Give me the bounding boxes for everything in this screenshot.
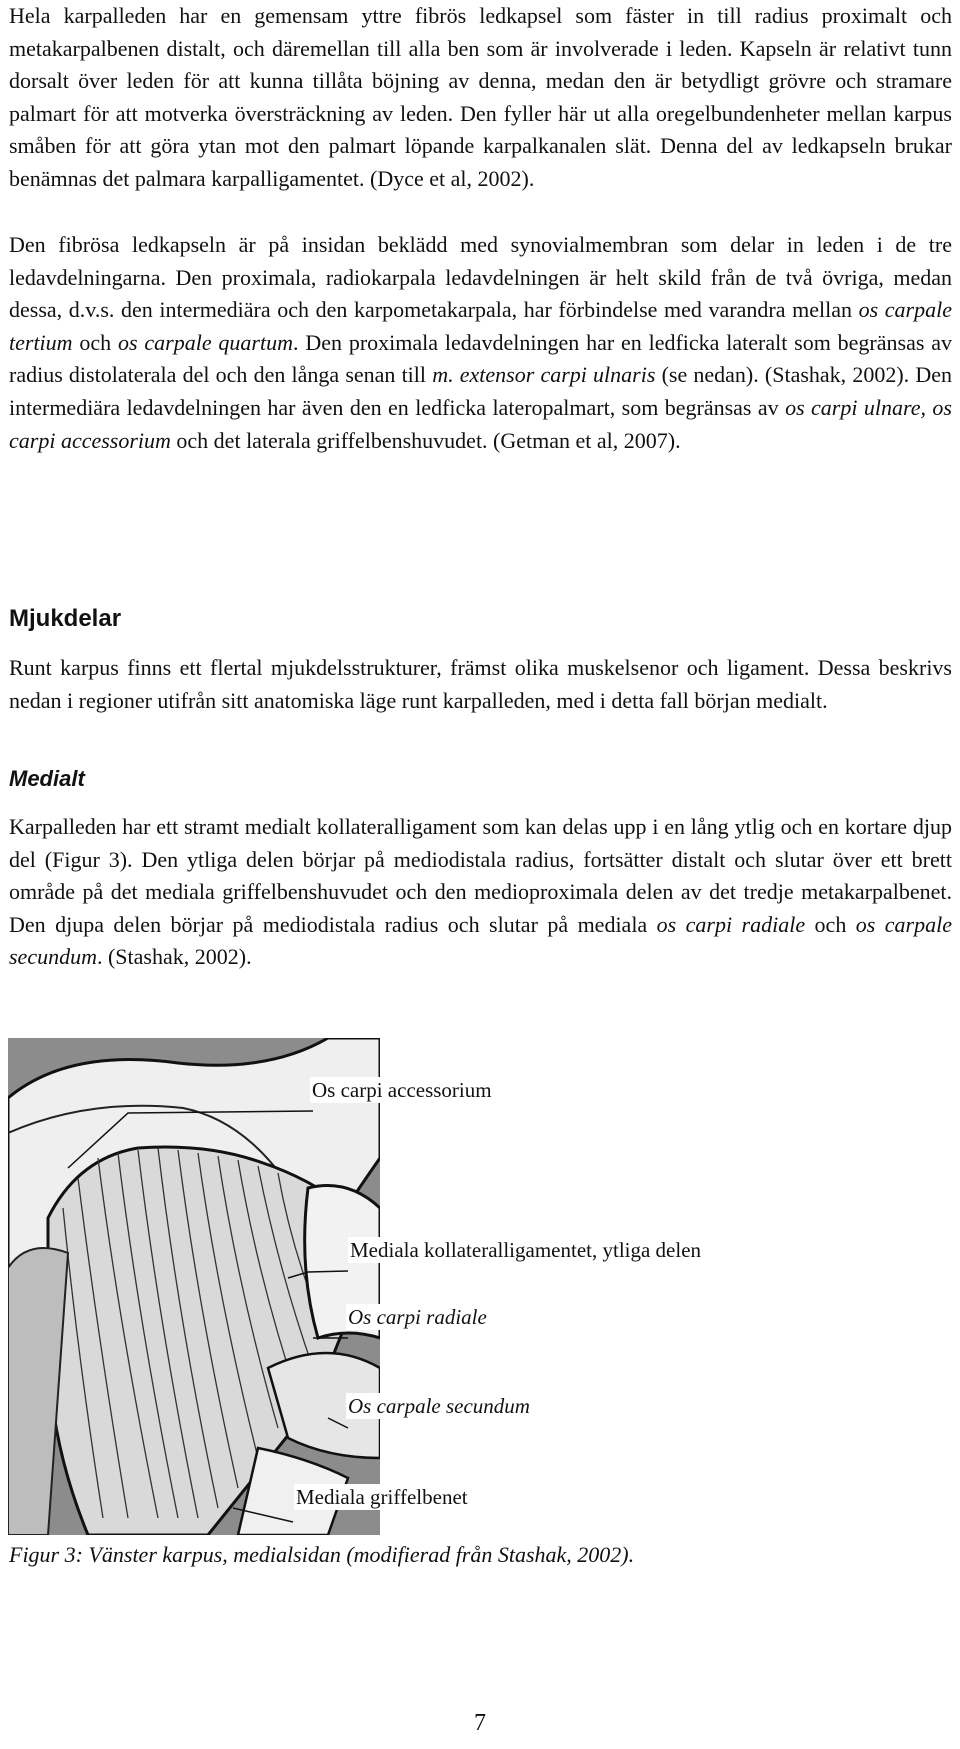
- italic-term: m. extensor carpi ulnaris: [432, 362, 656, 388]
- text-run: Den fibrösa ledkapseln är på insidan beklädd med synovialmembran som delar in leden i de tre ledavdelningarna. Den proximala, radiokarpala ledavdelningen är helt skild från de två övriga, medan dessa, d.v.s. den intermediära och den karpometakarpala, har förbindelse med varandra mellan: [9, 232, 952, 323]
- text-run: Karpalleden har ett stramt medialt kollateralligament som kan delas upp i en lång ytlig och en kortare djup del (Figur 3). Den ytliga delen börjar på mediodistala radius, fortsätter distalt och slutar över ett brett område på det mediala griffelbenshuvudet och den medioproximala delen av det tredje metakarpalbenet. Den djupa delen börjar på mediodistala radius och slutar på mediala: [9, 814, 952, 937]
- italic-term: os carpale secundum: [9, 911, 952, 970]
- section-heading: Mjukdelar: [9, 605, 122, 632]
- label-mediala-kollateralligamentet: Mediala kollateralligamentet, ytliga delen: [350, 1238, 702, 1262]
- text-run: (se nedan). (Stashak, 2002). Den intermediära ledavdelningen har även den en ledficka lateropalmart, som begränsas av: [9, 362, 952, 420]
- text-run: . (Stashak, 2002).: [96, 944, 252, 970]
- subsection-heading: Medialt: [9, 766, 85, 791]
- label-mediala-griffelbenet: Mediala griffelbenet: [296, 1485, 468, 1509]
- figure-caption: Figur 3: Vänster karpus, medialsidan (modifierad från Stashak, 2002).: [9, 1542, 635, 1567]
- text-run: . Den proximala ledavdelningen har en ledficka lateralt som begränsas av radius distolaterala del och den långa senan till: [9, 329, 953, 388]
- paragraph-mjukdelar: Runt karpus finns ett flertal mjukdelsstrukturer, främst olika muskelsenor och ligament. Dessa beskrivs nedan i regioner utifrån sitt anatomiska läge runt karpalleden, med i detta fall början medialt.: [9, 655, 952, 713]
- italic-term: os carpi ulnare, os carpi accessorium: [9, 394, 952, 453]
- italic-term: os carpale quartum: [118, 329, 293, 355]
- text-run: och det laterala griffelbenshuvudet. (Getman et al, 2007).: [170, 427, 681, 453]
- label-os-carpale-secundum: Os carpale secundum: [348, 1394, 530, 1418]
- paragraph-synovialmembran: [9, 229, 952, 457]
- paragraph-medialt: [9, 811, 952, 974]
- italic-term: os carpi radiale: [656, 911, 806, 937]
- text-run: och: [805, 911, 856, 937]
- paragraph-ledkapsel: Hela karpalleden har en gemensam yttre fibrös ledkapsel som fäster in till radius proximalt och metakarpalbenen distalt, och däremellan till alla ben som är involverade i leden. Kapseln är relativt tunn dorsalt över leden för att kunna tillåta böjning av denna, medan den är betydligt grövre och stramare palmart för att motverka översträckning av leden. Den fyller här ut alla oregelbundenheter mellan karpus småben för att göra ytan mot den palmart löpande karpalkanalen slät. Denna del av ledkapseln brukar benämnas det palmara karpalligamentet. (Dyce et al, 2002).: [9, 3, 952, 191]
- italic-term: os carpale tertium: [9, 297, 952, 355]
- label-os-carpi-accessorium: Os carpi accessorium: [312, 1078, 492, 1102]
- carpus-illustration: [8, 1038, 380, 1535]
- text-run: och: [72, 329, 118, 355]
- label-os-carpi-radiale: Os carpi radiale: [348, 1305, 487, 1329]
- page-number: 7: [474, 1710, 486, 1736]
